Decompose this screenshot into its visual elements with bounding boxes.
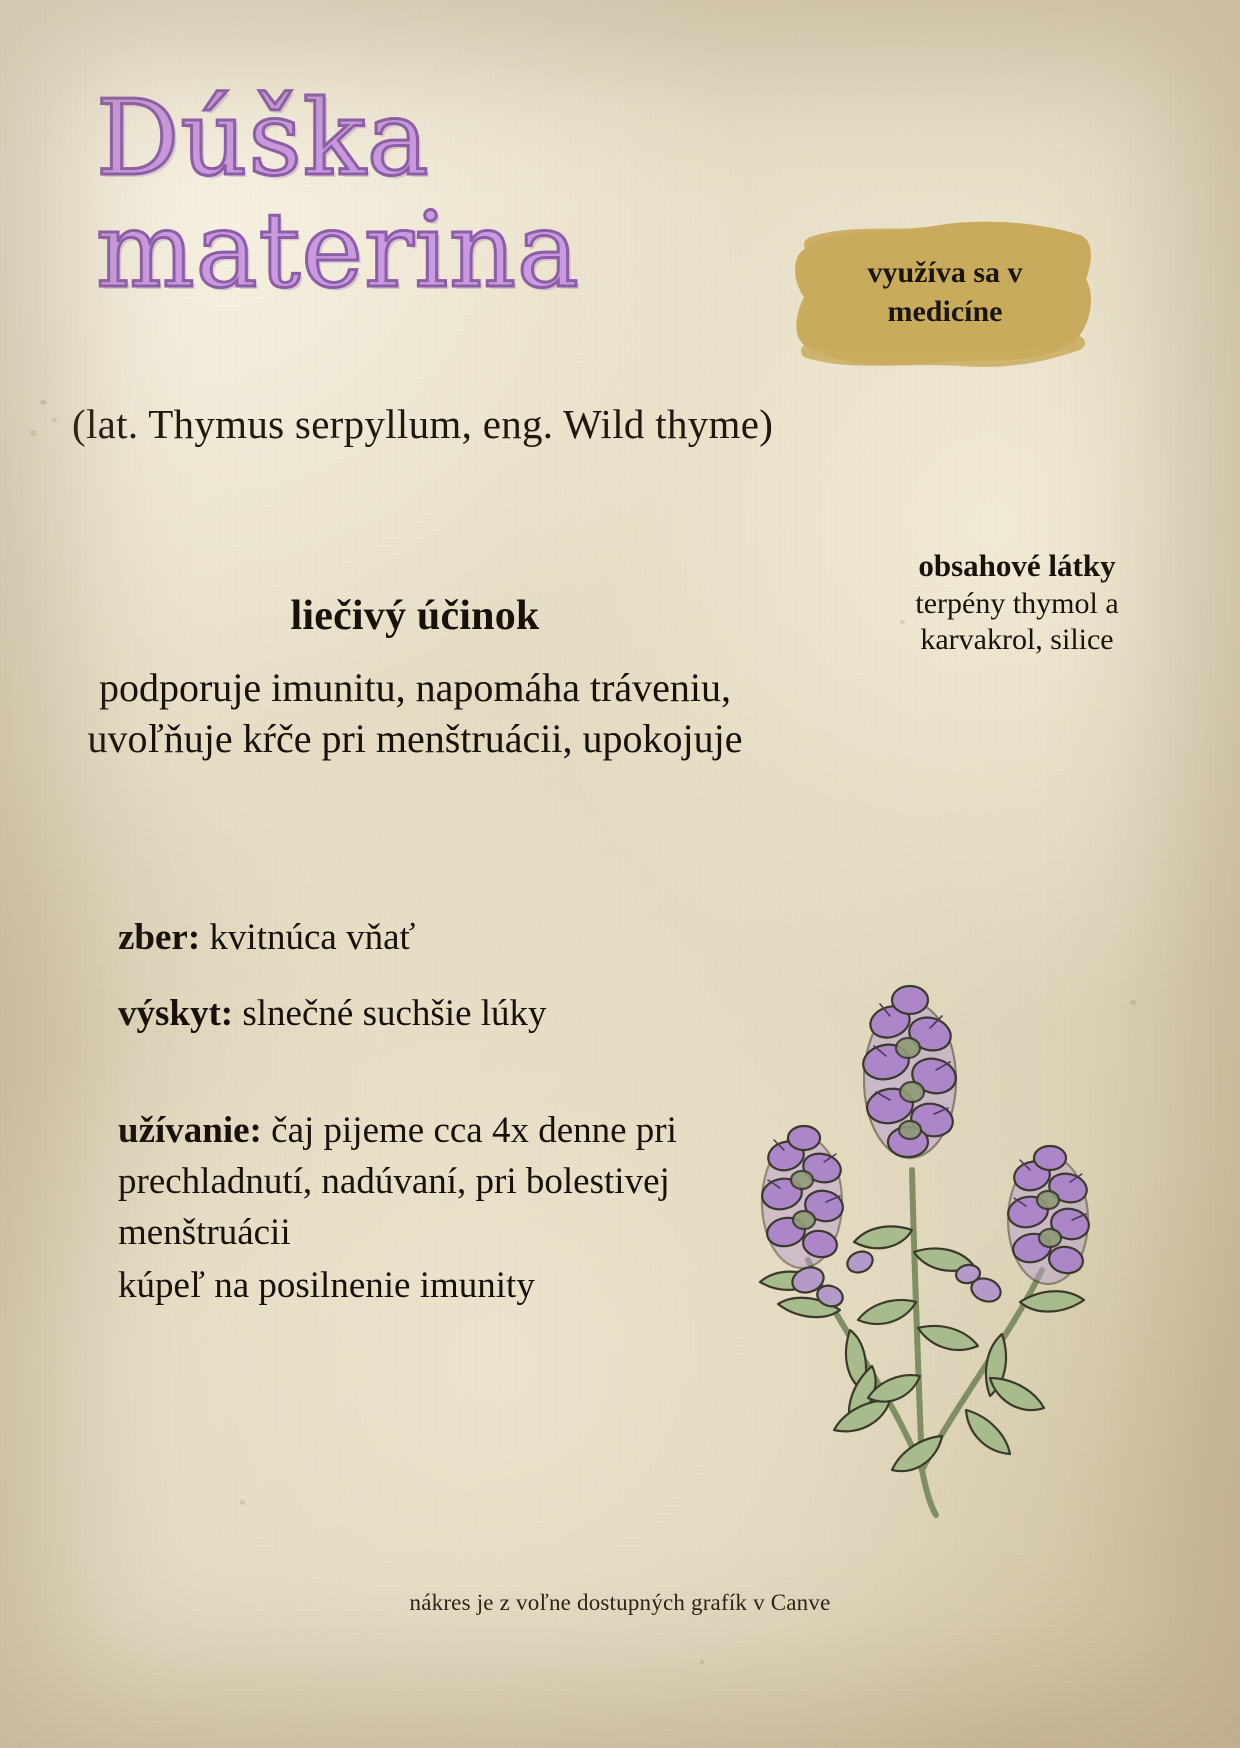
usage-label: užívanie: [118,1110,262,1151]
paper-speck [700,1660,704,1664]
fact-harvest [118,915,758,961]
paper-speck [30,430,36,436]
page-title [96,77,796,311]
fact-occurrence-value: slnečné suchšie lúky [242,993,547,1035]
healing-effect-section [70,592,760,764]
fact-harvest-label: zber: [118,917,201,958]
title-line-2: materina [96,188,580,311]
healing-effect-body: podporuje imunitu, napomáha tráveniu, uvoľňuje kŕče pri menštruácii, upokojuje [87,665,743,762]
fact-occurrence-label: výskyt: [118,993,234,1035]
paper-speck [40,400,47,405]
title-line-1: Dúška [96,77,430,199]
healing-effect-title: liečivý účinok [290,593,540,639]
credit-text: nákres je z voľne dostupných grafík v Canve [409,1590,831,1615]
usage-body: čaj pijeme cca 4x denne pri prechladnutí, nadúvaní, pri bolestivej menštruácii [118,1110,677,1254]
fact-occurrence [118,991,758,1037]
usage-extra: kúpeľ na posilnenie imunity [118,1265,535,1307]
usage-section [118,1105,738,1311]
latin-name-subtitle: (lat. Thymus serpyllum, eng. Wild thyme) [72,401,774,447]
paper-speck [52,418,57,422]
facts-list [118,915,758,1068]
wild-thyme-plant-illustration [690,930,1160,1520]
paper-speck [240,1500,245,1505]
active-substances-title: obsahové látky [918,548,1116,583]
active-substances-body: terpény thymol a karvakrol, silice [915,586,1119,656]
status-badge [790,205,1100,380]
active-substances-note [852,548,1182,658]
fact-harvest-value: kvitnúca vňať [209,917,416,958]
badge-label: využíva sa v medicíne [867,256,1023,328]
